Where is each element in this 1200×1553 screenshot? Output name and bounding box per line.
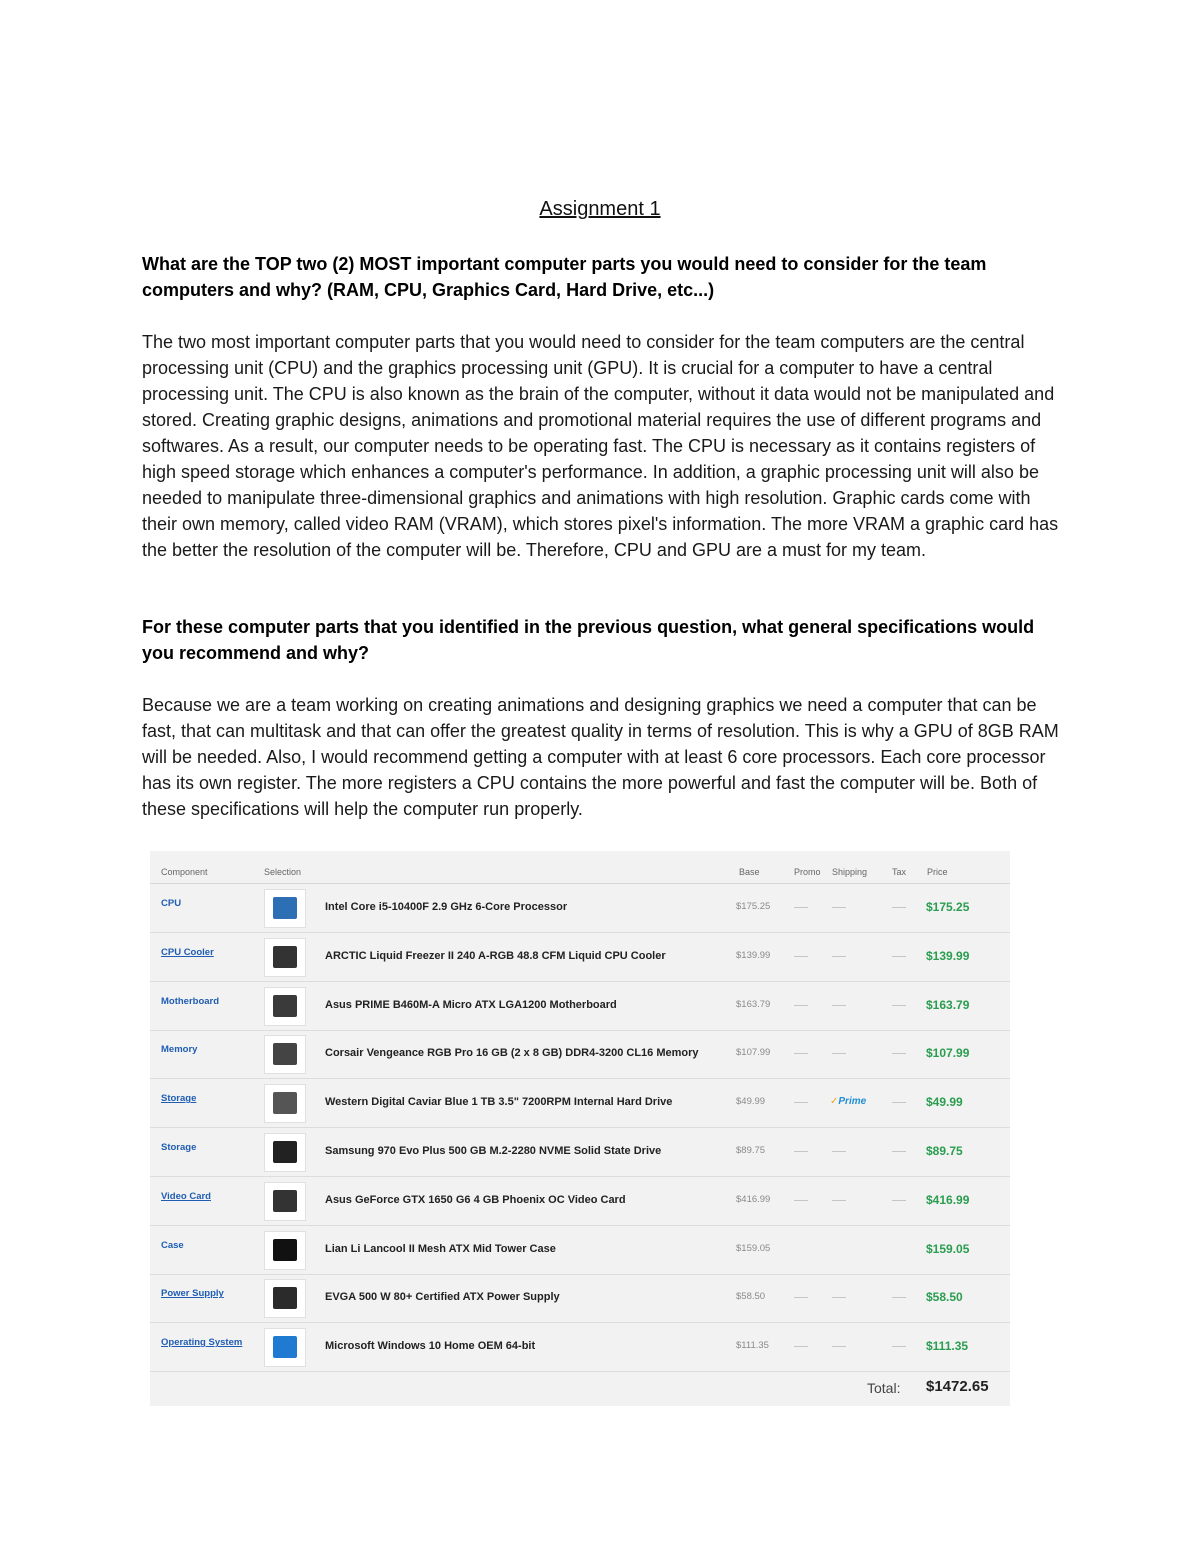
- component-link[interactable]: Operating System: [161, 1337, 243, 1349]
- table-row: [150, 1177, 1010, 1226]
- row-price: $139.99: [926, 948, 970, 963]
- empty-value-dash: [832, 1151, 846, 1152]
- product-name[interactable]: Asus PRIME B460M-A Micro ATX LGA1200 Motherboard: [325, 998, 617, 1011]
- product-thumbnail[interactable]: [264, 938, 306, 977]
- component-link[interactable]: CPU: [161, 898, 182, 909]
- product-name[interactable]: Corsair Vengeance RGB Pro 16 GB (2 x 8 GB) DDR4-3200 CL16 Memory: [325, 1047, 699, 1060]
- empty-value-dash: [794, 1151, 808, 1152]
- header-price: Price: [927, 867, 948, 877]
- prime-label: Prime: [838, 1096, 867, 1108]
- empty-value-dash: [892, 1200, 906, 1201]
- product-name[interactable]: Microsoft Windows 10 Home OEM 64-bit: [325, 1340, 536, 1353]
- row-price: $111.35: [926, 1339, 969, 1354]
- empty-value-dash: [794, 907, 808, 908]
- question-1: What are the TOP two (2) MOST important computer parts you would need to consider for the team computers and why? (RAM, CPU, Graphics Card, Hard Drive, etc...): [142, 254, 987, 300]
- empty-value-dash: [794, 1200, 808, 1201]
- component-link[interactable]: Motherboard: [161, 995, 220, 1007]
- base-price: $175.25: [736, 901, 771, 912]
- table-row: [150, 982, 1010, 1031]
- question-2: For these computer parts that you identified in the previous question, what general specifications would you recommend and why?: [142, 617, 1035, 663]
- total-label: Total:: [867, 1380, 901, 1396]
- row-price: $89.75: [926, 1144, 963, 1158]
- product-name[interactable]: Intel Core i5-10400F 2.9 GHz 6-Core Processor: [325, 901, 568, 913]
- header-shipping: Shipping: [832, 867, 868, 877]
- prime-check-icon: ✓: [830, 1096, 839, 1108]
- product-thumbnail[interactable]: [264, 1182, 306, 1221]
- base-price: $89.75: [736, 1145, 766, 1156]
- empty-value-dash: [892, 907, 906, 908]
- empty-value-dash: [832, 1346, 846, 1347]
- table-row: [150, 1030, 1010, 1079]
- parts-list-header: [150, 851, 1010, 884]
- empty-value-dash: [892, 1102, 906, 1103]
- base-price: $416.99: [736, 1193, 771, 1205]
- component-link[interactable]: Case: [161, 1239, 184, 1251]
- product-name[interactable]: Western Digital Caviar Blue 1 TB 3.5" 7200RPM Internal Hard Drive: [325, 1096, 673, 1109]
- empty-value-dash: [832, 907, 846, 908]
- base-price: $163.79: [736, 998, 771, 1010]
- parts-list-image: [150, 851, 1010, 1406]
- empty-value-dash: [794, 1053, 808, 1054]
- table-row: [150, 1128, 1010, 1177]
- component-link[interactable]: Storage: [161, 1142, 197, 1153]
- component-link[interactable]: Power Supply: [161, 1288, 224, 1300]
- table-row: [150, 1079, 1010, 1128]
- base-price: $107.99: [736, 1047, 771, 1059]
- header-selection: Selection: [264, 867, 302, 877]
- header-component: Component: [161, 867, 208, 877]
- product-thumbnail[interactable]: [264, 987, 306, 1026]
- empty-value-dash: [794, 1297, 808, 1298]
- table-row: [150, 1274, 1010, 1323]
- product-thumbnail[interactable]: [264, 1279, 306, 1318]
- component-link[interactable]: Video Card: [161, 1190, 211, 1202]
- product-thumbnail[interactable]: [264, 1084, 306, 1123]
- row-price: $416.99: [926, 1192, 970, 1207]
- product-name[interactable]: Asus GeForce GTX 1650 G6 4 GB Phoenix OC Video Card: [325, 1193, 626, 1206]
- empty-value-dash: [892, 1151, 906, 1152]
- base-price: $58.50: [736, 1291, 766, 1303]
- product-name[interactable]: EVGA 500 W 80+ Certified ATX Power Supply: [325, 1291, 560, 1304]
- empty-value-dash: [892, 956, 906, 957]
- row-price: $107.99: [926, 1046, 970, 1061]
- table-row: [150, 1323, 1010, 1372]
- header-base: Base: [739, 867, 760, 877]
- empty-value-dash: [832, 1005, 846, 1006]
- answer-1: The two most important computer parts that you would need to consider for the team computers are the central processing unit (CPU) and the graphics processing unit (GPU). It is crucial for a computer to have a central processing unit. The CPU is also known as the brain of the computer, without it data would not be manipulated and stored. Creating graphic designs, animations and promotional material requires the use of different programs and softwares. As a result, our computer needs to be operating fast. The CPU is necessary as it contains registers of high speed storage which enhances a computer's performance. In addition, a graphic processing unit will also be needed to manipulate three-dimensional graphics and animations with high resolution. Graphic cards come with their own memory, called video RAM (VRAM), which stores pixel's information. The more VRAM a graphic card has the better the resolution of the computer will be. Therefore, CPU and GPU are a must for my team.: [142, 332, 1059, 560]
- base-price: $139.99: [736, 949, 771, 961]
- row-price: $58.50: [926, 1290, 963, 1305]
- empty-value-dash: [832, 1297, 846, 1298]
- empty-value-dash: [832, 1200, 846, 1201]
- empty-value-dash: [892, 1297, 906, 1298]
- base-price: $159.05: [736, 1242, 771, 1254]
- empty-value-dash: [794, 956, 808, 957]
- total-value: $1472.65: [926, 1378, 989, 1395]
- empty-value-dash: [794, 1005, 808, 1006]
- table-row: [150, 933, 1010, 982]
- answer-2: Because we are a team working on creating animations and designing graphics we need a computer that can be fast, that can multitask and that can offer the greatest quality in terms of resolution. This is why a GPU of 8GB RAM will be needed. Also, I would recommend getting a computer with at least 6 core processors. Each core processor has its own register. The more registers a CPU contains the more powerful and fast the computer will be. Both of these specifications will help the computer run properly.: [142, 695, 1059, 819]
- empty-value-dash: [794, 1346, 808, 1347]
- row-price: $159.05: [926, 1241, 970, 1256]
- product-thumbnail[interactable]: [264, 1328, 306, 1367]
- empty-value-dash: [892, 1053, 906, 1054]
- empty-value-dash: [892, 1005, 906, 1006]
- component-link[interactable]: Storage: [161, 1093, 197, 1105]
- row-price: $49.99: [926, 1095, 963, 1110]
- product-name[interactable]: Samsung 970 Evo Plus 500 GB M.2-2280 NVME Solid State Drive: [325, 1145, 662, 1157]
- component-link[interactable]: CPU Cooler: [161, 946, 214, 958]
- empty-value-dash: [832, 956, 846, 957]
- table-row: [150, 1226, 1010, 1275]
- product-name[interactable]: ARCTIC Liquid Freezer II 240 A-RGB 48.8 CFM Liquid CPU Cooler: [325, 949, 666, 962]
- product-thumbnail[interactable]: [264, 889, 306, 928]
- product-thumbnail[interactable]: [264, 1133, 306, 1172]
- product-thumbnail[interactable]: [264, 1231, 306, 1270]
- product-name[interactable]: Lian Li Lancool II Mesh ATX Mid Tower Case: [325, 1242, 556, 1255]
- empty-value-dash: [892, 1346, 906, 1347]
- header-tax: Tax: [892, 867, 907, 877]
- empty-value-dash: [794, 1102, 808, 1103]
- product-thumbnail[interactable]: [264, 1035, 306, 1074]
- row-price: $175.25: [926, 900, 970, 914]
- prime-badge: [830, 1096, 866, 1107]
- page-title: Assignment 1: [539, 198, 661, 220]
- row-price: $163.79: [926, 997, 970, 1012]
- table-row: [150, 884, 1010, 933]
- base-price: $49.99: [736, 1096, 766, 1108]
- empty-value-dash: [832, 1053, 846, 1054]
- header-promo: Promo: [794, 867, 821, 877]
- base-price: $111.35: [736, 1340, 769, 1352]
- component-link[interactable]: Memory: [161, 1044, 198, 1056]
